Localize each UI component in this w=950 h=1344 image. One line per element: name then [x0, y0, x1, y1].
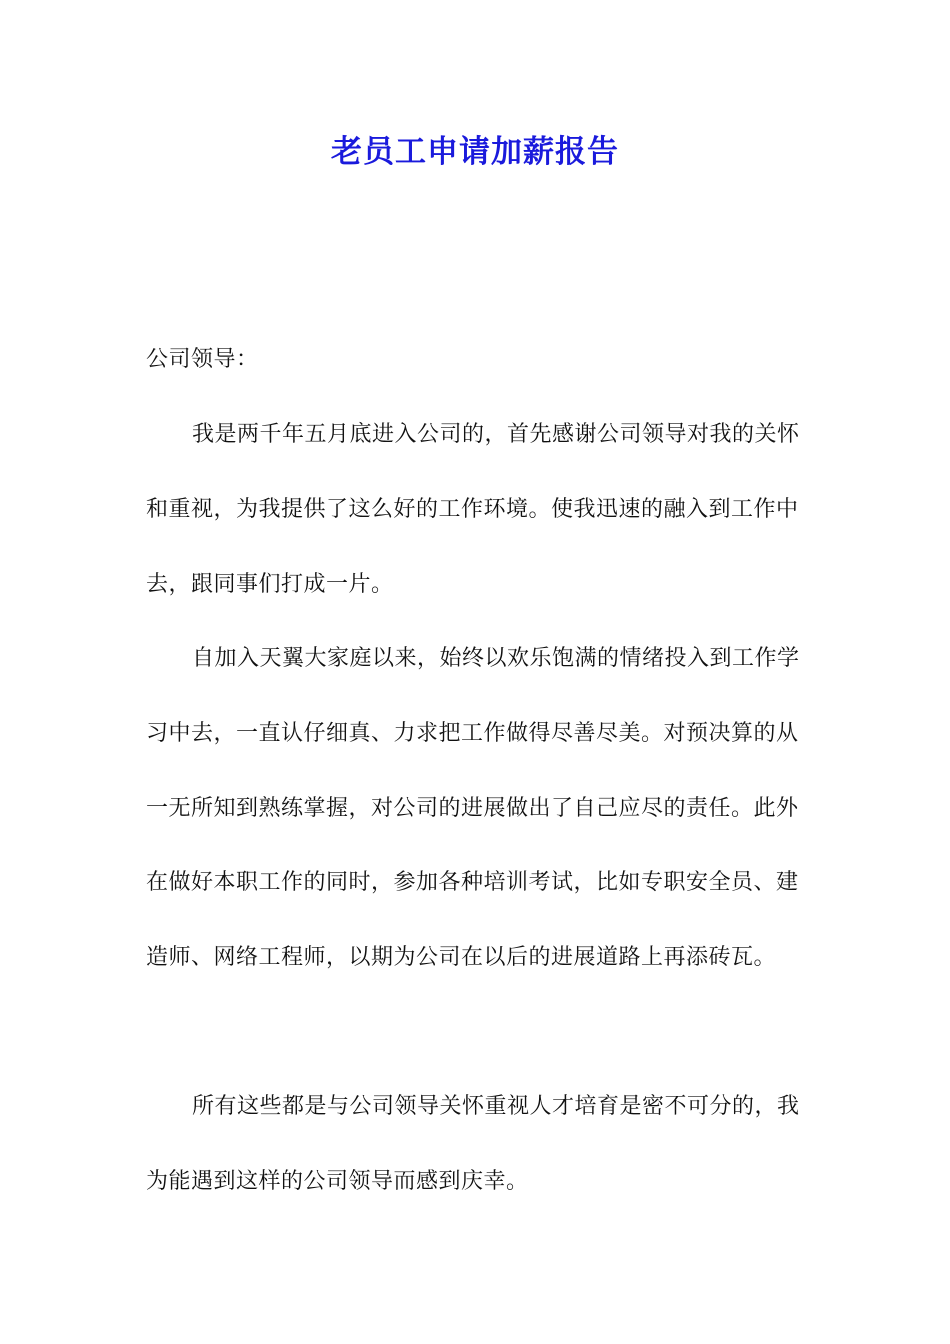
paragraph-2: 自加入天翼大家庭以来，始终以欢乐饱满的情绪投入到工作学习中去，一直认仔细真、力求把工作做得尽善尽美。对预决算的从一无所知到熟练掌握，对公司的进展做出了自己应尽的责任。此外在做好本职工作的同时，参加各种培训考试，比如专职安全员、建造师、网络工程师，以期为公司在以后的进展道路上再添砖瓦。 [146, 646, 800, 971]
paragraph-3: 所有这些都是与公司领导关怀重视人才培育是密不可分的，我为能遇到这样的公司领导而感到庆幸。 [146, 1094, 800, 1194]
greeting: 公司领导： [146, 347, 259, 372]
paragraph-1: 我是两千年五月底进入公司的，首先感谢公司领导对我的关怀和重视，为我提供了这么好的工作环境。使我迅速的融入到工作中去，跟同事们打成一片。 [146, 422, 800, 597]
document-title: 老员工申请加薪报告 [331, 134, 619, 170]
